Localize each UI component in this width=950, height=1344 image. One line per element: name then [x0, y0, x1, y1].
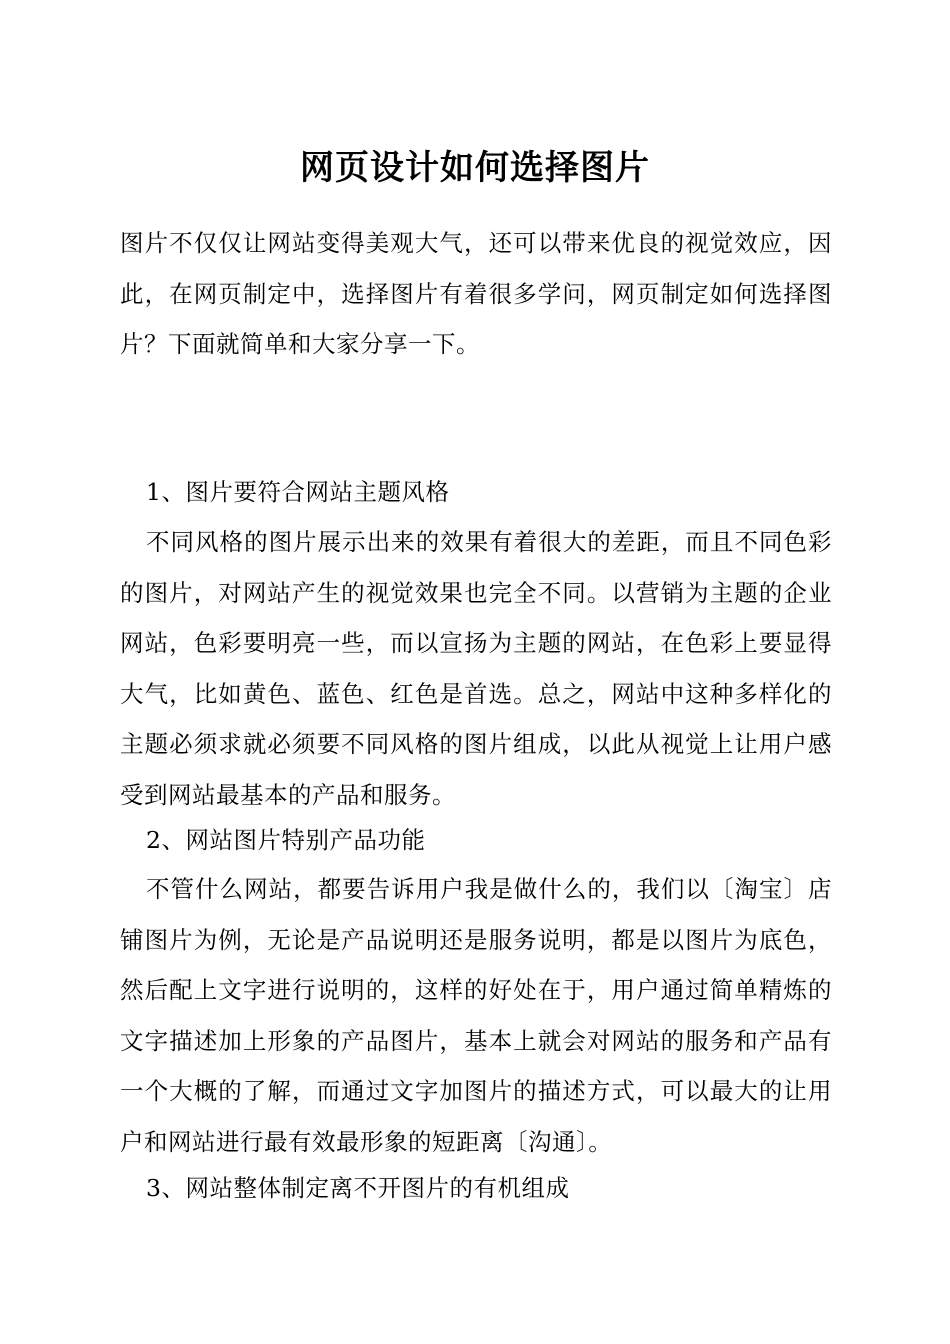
- page-title: 网页设计如何选择图片: [300, 148, 650, 188]
- section-heading-2: 2、网站图片特别产品功能: [146, 826, 426, 854]
- section-heading-1: 1、图片要符合网站主题风格: [146, 478, 450, 506]
- section-body-2: 不管什么网站，都要告诉用户我是做什么的，我们以〔淘宝〕店铺图片为例，无论是产品说明还是服务说明，都是以图片为底色，然后配上文字进行说明的，这样的好处在于，用户通过简单精炼的文字描述加上形象的产品图片，基本上就会对网站的服务和产品有一个大概的了解，而通过文字加图片的描述方式，可以最大的让用户和网站进行最有效最形象的短距离〔沟通〕。: [120, 875, 832, 1156]
- section-body-1: 不同风格的图片展示出来的效果有着很大的差距，而且不同色彩的图片，对网站产生的视觉效果也完全不同。以营销为主题的企业网站，色彩要明亮一些，而以宣扬为主题的网站，在色彩上要显得大气，比如黄色、蓝色、红色是首选。总之，网站中这种多样化的主题必须求就必须要不同风格的图片组成，以此从视觉上让用户感受到网站最基本的产品和服务。: [120, 528, 832, 809]
- section-heading-3: 3、网站整体制定离不开图片的有机组成: [146, 1174, 570, 1202]
- intro-paragraph: 图片不仅仅让网站变得美观大气，还可以带来优良的视觉效应，因此，在网页制定中，选择图片有着很多学问，网页制定如何选择图片？下面就简单和大家分享一下。: [120, 229, 832, 358]
